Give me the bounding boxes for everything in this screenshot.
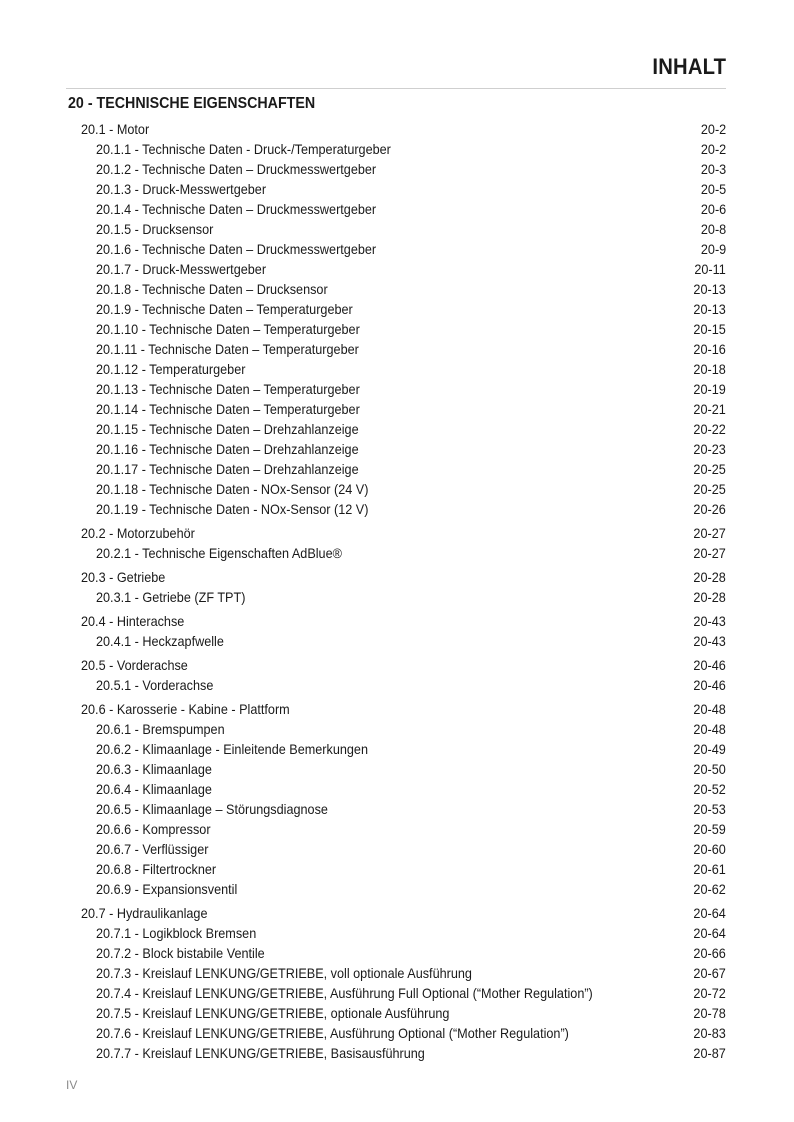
toc-entry-page: 20-67 (693, 966, 726, 981)
toc-entry[interactable] (0, 180, 794, 200)
toc-entry[interactable] (0, 160, 794, 180)
toc-entry-label: 20.1.6 - Technische Daten – Druckmesswertgeber (96, 242, 377, 257)
toc-section (0, 568, 794, 608)
toc-entry-label: 20.1.5 - Drucksensor (96, 222, 214, 237)
toc-section (0, 700, 794, 900)
toc-entry-page: 20-66 (693, 946, 726, 961)
toc-entry-label: 20.5 - Vorderachse (81, 658, 188, 673)
toc-entry-page: 20-87 (693, 1046, 726, 1061)
toc-entry-page: 20-5 (700, 182, 726, 197)
toc-entry[interactable] (0, 320, 794, 340)
toc-entry-label: 20.1.1 - Technische Daten - Druck-/Temperaturgeber (96, 142, 391, 157)
toc-entry-label: 20.1 - Motor (81, 122, 150, 137)
toc-entry-label: 20.6.6 - Kompressor (96, 822, 211, 837)
toc-entry-page: 20-61 (693, 862, 726, 877)
toc-entry[interactable] (0, 840, 794, 860)
toc-entry-label: 20.7.2 - Block bistabile Ventile (96, 946, 265, 961)
toc-entry-label: 20.1.16 - Technische Daten – Drehzahlanzeige (96, 442, 359, 457)
toc-entry-page: 20-3 (700, 162, 726, 177)
toc-entry-label: 20.2 - Motorzubehör (81, 526, 195, 541)
toc-entry-page: 20-60 (693, 842, 726, 857)
toc-entry-label: 20.6.9 - Expansionsventil (96, 882, 238, 897)
toc-entry[interactable] (0, 340, 794, 360)
toc-entry[interactable] (0, 140, 794, 160)
toc-entry-page: 20-83 (693, 1026, 726, 1041)
toc-entry-page: 20-26 (693, 502, 726, 517)
toc-entry-page: 20-59 (693, 822, 726, 837)
toc-entry-page: 20-18 (693, 362, 726, 377)
toc-entry-label: 20.6 - Karosserie - Kabine - Plattform (81, 702, 290, 717)
toc-entry-page: 20-72 (693, 986, 726, 1001)
toc-entry-page: 20-52 (693, 782, 726, 797)
toc-entry-label: 20.1.10 - Technische Daten – Temperaturgeber (96, 322, 360, 337)
toc-entry-page: 20-15 (693, 322, 726, 337)
toc-entry[interactable] (0, 720, 794, 740)
toc-entry[interactable] (0, 1004, 794, 1024)
toc-entry-page: 20-78 (693, 1006, 726, 1021)
toc-entry-label: 20.1.8 - Technische Daten – Drucksensor (96, 282, 328, 297)
toc-section-heading[interactable] (0, 656, 794, 676)
toc-section-heading[interactable] (0, 568, 794, 588)
table-of-contents (0, 120, 794, 1068)
toc-section (0, 904, 794, 1064)
toc-entry-label: 20.7.1 - Logikblock Bremsen (96, 926, 257, 941)
toc-section (0, 120, 794, 520)
toc-entry[interactable] (0, 924, 794, 944)
toc-entry[interactable] (0, 588, 794, 608)
toc-entry-label: 20.1.11 - Technische Daten – Temperaturgeber (96, 342, 359, 357)
toc-entry-label: 20.1.7 - Druck-Messwertgeber (96, 262, 267, 277)
toc-entry-page: 20-22 (693, 422, 726, 437)
toc-entry[interactable] (0, 400, 794, 420)
toc-section (0, 612, 794, 652)
toc-entry-page: 20-28 (693, 570, 726, 585)
toc-entry-page: 20-43 (693, 634, 726, 649)
toc-entry[interactable] (0, 360, 794, 380)
page-number: IV (66, 1078, 78, 1092)
toc-entry-page: 20-50 (693, 762, 726, 777)
toc-entry[interactable] (0, 200, 794, 220)
toc-entry-label: 20.7.4 - Kreislauf LENKUNG/GETRIEBE, Ausführung Full Optional (“Mother Regulation”) (96, 986, 593, 1001)
toc-entry-label: 20.6.7 - Verflüssiger (96, 842, 209, 857)
toc-entry-page: 20-25 (693, 482, 726, 497)
toc-entry-page: 20-13 (693, 282, 726, 297)
toc-entry-label: 20.3 - Getriebe (81, 570, 166, 585)
toc-entry-page: 20-8 (700, 222, 726, 237)
toc-entry-label: 20.7.6 - Kreislauf LENKUNG/GETRIEBE, Ausführung Optional (“Mother Regulation”) (96, 1026, 569, 1041)
toc-entry-label: 20.1.12 - Temperaturgeber (96, 362, 246, 377)
toc-entry-label: 20.4.1 - Heckzapfwelle (96, 634, 224, 649)
toc-entry-page: 20-21 (693, 402, 726, 417)
toc-entry[interactable] (0, 420, 794, 440)
toc-entry-page: 20-27 (693, 526, 726, 541)
toc-entry-label: 20.2.1 - Technische Eigenschaften AdBlue® (96, 546, 342, 561)
toc-entry-label: 20.1.19 - Technische Daten - NOx-Sensor (12 V) (96, 502, 369, 517)
toc-entry-page: 20-13 (693, 302, 726, 317)
toc-entry-page: 20-62 (693, 882, 726, 897)
toc-entry[interactable] (0, 480, 794, 500)
toc-entry-label: 20.1.14 - Technische Daten – Temperaturgeber (96, 402, 360, 417)
toc-entry-page: 20-28 (693, 590, 726, 605)
toc-entry-page: 20-23 (693, 442, 726, 457)
toc-entry[interactable] (0, 760, 794, 780)
toc-entry[interactable] (0, 1044, 794, 1064)
toc-section-heading[interactable] (0, 120, 794, 140)
header-title: INHALT (652, 54, 726, 79)
toc-entry-label: 20.1.13 - Technische Daten – Temperaturgeber (96, 382, 360, 397)
toc-entry-page: 20-6 (700, 202, 726, 217)
toc-entry-page: 20-9 (700, 242, 726, 257)
toc-entry-label: 20.6.2 - Klimaanlage - Einleitende Bemerkungen (96, 742, 368, 757)
toc-entry[interactable] (0, 632, 794, 652)
toc-entry-page: 20-19 (693, 382, 726, 397)
toc-entry-page: 20-64 (693, 906, 726, 921)
toc-entry-label: 20.7 - Hydraulikanlage (81, 906, 208, 921)
toc-entry[interactable] (0, 500, 794, 520)
toc-entry[interactable] (0, 300, 794, 320)
toc-entry[interactable] (0, 740, 794, 760)
toc-entry[interactable] (0, 380, 794, 400)
toc-entry-page: 20-48 (693, 722, 726, 737)
toc-entry-page: 20-49 (693, 742, 726, 757)
toc-entry-label: 20.1.17 - Technische Daten – Drehzahlanzeige (96, 462, 359, 477)
toc-entry-label: 20.7.5 - Kreislauf LENKUNG/GETRIEBE, optionale Ausführung (96, 1006, 450, 1021)
toc-entry-label: 20.1.2 - Technische Daten – Druckmesswertgeber (96, 162, 377, 177)
toc-entry[interactable] (0, 280, 794, 300)
toc-entry-page: 20-53 (693, 802, 726, 817)
toc-entry[interactable] (0, 220, 794, 240)
toc-entry[interactable] (0, 260, 794, 280)
toc-entry-label: 20.7.3 - Kreislauf LENKUNG/GETRIEBE, voll optionale Ausführung (96, 966, 472, 981)
toc-entry-label: 20.4 - Hinterachse (81, 614, 185, 629)
toc-entry-page: 20-48 (693, 702, 726, 717)
toc-entry-label: 20.3.1 - Getriebe (ZF TPT) (96, 590, 246, 605)
toc-section (0, 656, 794, 696)
toc-section-heading[interactable] (0, 612, 794, 632)
toc-entry-label: 20.6.8 - Filtertrockner (96, 862, 217, 877)
toc-entry-page: 20-43 (693, 614, 726, 629)
toc-entry-label: 20.1.18 - Technische Daten - NOx-Sensor (24 V) (96, 482, 369, 497)
toc-entry-page: 20-46 (693, 678, 726, 693)
toc-entry-label: 20.7.7 - Kreislauf LENKUNG/GETRIEBE, Basisausführung (96, 1046, 425, 1061)
toc-entry-page: 20-27 (693, 546, 726, 561)
toc-section-heading[interactable] (0, 524, 794, 544)
toc-entry[interactable] (0, 780, 794, 800)
toc-entry-page: 20-11 (694, 262, 726, 277)
toc-entry[interactable] (0, 880, 794, 900)
toc-entry[interactable] (0, 1024, 794, 1044)
toc-entry[interactable] (0, 460, 794, 480)
toc-entry[interactable] (0, 964, 794, 984)
page-header (66, 54, 726, 89)
toc-section (0, 524, 794, 564)
toc-entry[interactable] (0, 984, 794, 1004)
toc-entry-label: 20.1.9 - Technische Daten – Temperaturgeber (96, 302, 353, 317)
toc-section-heading[interactable] (0, 700, 794, 720)
toc-entry-label: 20.6.5 - Klimaanlage – Störungsdiagnose (96, 802, 328, 817)
toc-entry-label: 20.1.4 - Technische Daten – Druckmesswertgeber (96, 202, 377, 217)
toc-entry[interactable] (0, 240, 794, 260)
toc-entry[interactable] (0, 440, 794, 460)
toc-entry[interactable] (0, 676, 794, 696)
toc-entry-page: 20-25 (693, 462, 726, 477)
chapter-title: 20 - TECHNISCHE EIGENSCHAFTEN (68, 95, 316, 112)
toc-entry-label: 20.1.3 - Druck-Messwertgeber (96, 182, 267, 197)
toc-entry-page: 20-2 (700, 142, 726, 157)
toc-entry-label: 20.6.4 - Klimaanlage (96, 782, 212, 797)
toc-entry[interactable] (0, 800, 794, 820)
toc-entry[interactable] (0, 944, 794, 964)
toc-entry-page: 20-46 (693, 658, 726, 673)
toc-entry[interactable] (0, 544, 794, 564)
toc-entry[interactable] (0, 820, 794, 840)
toc-entry-label: 20.6.1 - Bremspumpen (96, 722, 225, 737)
toc-entry-page: 20-2 (700, 122, 726, 137)
toc-entry-page: 20-64 (693, 926, 726, 941)
toc-entry-label: 20.6.3 - Klimaanlage (96, 762, 212, 777)
toc-entry-label: 20.5.1 - Vorderachse (96, 678, 214, 693)
toc-entry-page: 20-16 (693, 342, 726, 357)
toc-entry-label: 20.1.15 - Technische Daten – Drehzahlanzeige (96, 422, 359, 437)
toc-section-heading[interactable] (0, 904, 794, 924)
toc-entry[interactable] (0, 860, 794, 880)
